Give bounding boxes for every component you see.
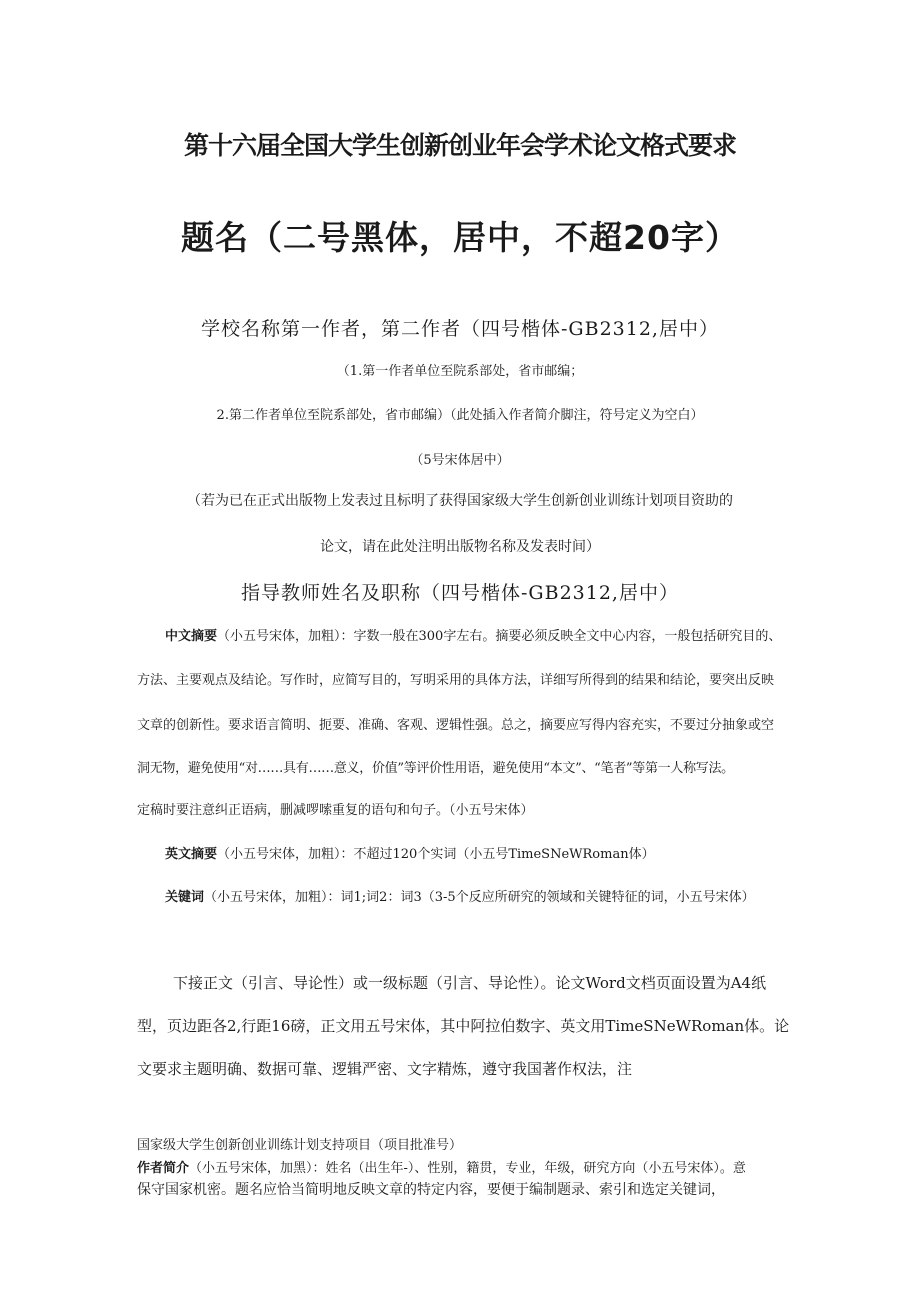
- body-line-1: 下接正文（引言、导论性）或一级标题（引言、导论性）。论文Word文档页面设置为A4纸: [173, 974, 767, 992]
- abstract-cn-label: 中文摘要: [165, 629, 218, 644]
- footnote-bio-line: [137, 1157, 746, 1176]
- document-header-title: 第十六届全国大学生创新创业年会学术论文格式要求: [183, 131, 736, 160]
- affiliation-line-2: 2.第二作者单位至院系部处，省市邮编）（此处插入作者简介脚注，符号定义为空白）: [216, 408, 704, 423]
- abstract-en-line: [165, 843, 655, 862]
- publication-note-line-1: （若为已在正式出版物上发表过且标明了获得国家级大学生创新创业训练计划项目资助的: [187, 493, 733, 509]
- keywords-label: 关键词: [165, 890, 205, 905]
- abstract-en-text: （小五号宋体，加粗）：不超过120个实词（小五号TimeSNeWRoman体）: [217, 847, 655, 862]
- abstract-cn-line-4: 洞无物，避免使用“对……具有……意义，价值”等评价性用语，避免使用“本文”、“笔者”等第一人称写法。: [137, 761, 734, 776]
- footnote-bio-text: （小五号宋体，加黑）：姓名（出生年-）、性别，籍贯，专业，年级，研究方向（小五号宋体）。意: [189, 1161, 746, 1176]
- abstract-cn-line-5: 定稿时要注意纠正语病，删减啰嗦重复的语句和句子。（小五号宋体）: [137, 803, 534, 818]
- affiliation-line-1: （1.第一作者单位至院系部处，省市邮编；: [336, 364, 584, 379]
- abstract-cn-line-2: 方法、主要观点及结论。写作时，应简写目的，写明采用的具体方法，详细写所得到的结果和结论，要突出反映: [137, 673, 775, 688]
- abstract-en-label: 英文摘要: [165, 847, 218, 862]
- footnote-project-line: 国家级大学生创新创业训练计划支持项目（项目批准号）: [137, 1138, 463, 1153]
- keywords-text: （小五号宋体，加粗）：词1;词2：词3（3-5个反应所研究的领域和关键特征的词，小五号宋体）: [204, 890, 755, 905]
- body-line-2: 型，页边距各2,行距16磅，正文用五号宋体，其中阿拉伯数字、英文用TimeSNeWRoman体。论: [137, 1017, 790, 1035]
- abstract-cn-text-1: （小五号宋体，加粗）：字数一般在300字左右。摘要必须反映全文中心内容，一般包括研究目的、: [217, 629, 782, 644]
- paper-title: 题名（二号黑体，居中，不超20字）: [181, 218, 739, 257]
- body-continuation-line: 保守国家机密。题名应恰当简明地反映文章的特定内容，要便于编制题录、索引和选定关键词，: [137, 1182, 725, 1198]
- footnote-bio-label: 作者简介: [137, 1161, 190, 1176]
- publication-note-line-2: 论文，请在此处注明出版物名称及发表时间）: [320, 539, 600, 555]
- advisor-line: 指导教师姓名及职称（四号楷体-GB2312,居中）: [241, 582, 679, 604]
- abstract-cn-line-3: 文章的创新性。要求语言简明、扼要、准确、客观、逻辑性强。总之，摘要应写得内容充实，不要过分抽象或空: [137, 718, 775, 733]
- abstract-cn-line-1: [165, 625, 781, 644]
- keywords-line: [165, 886, 755, 905]
- authors-line: 学校名称第一作者，第二作者（四号楷体-GB2312,居中）: [201, 318, 719, 340]
- affiliation-line-3: （5号宋体居中）: [410, 453, 510, 468]
- body-line-3: 文要求主题明确、数据可靠、逻辑严密、文字精炼，遵守我国著作权法，注: [137, 1060, 633, 1078]
